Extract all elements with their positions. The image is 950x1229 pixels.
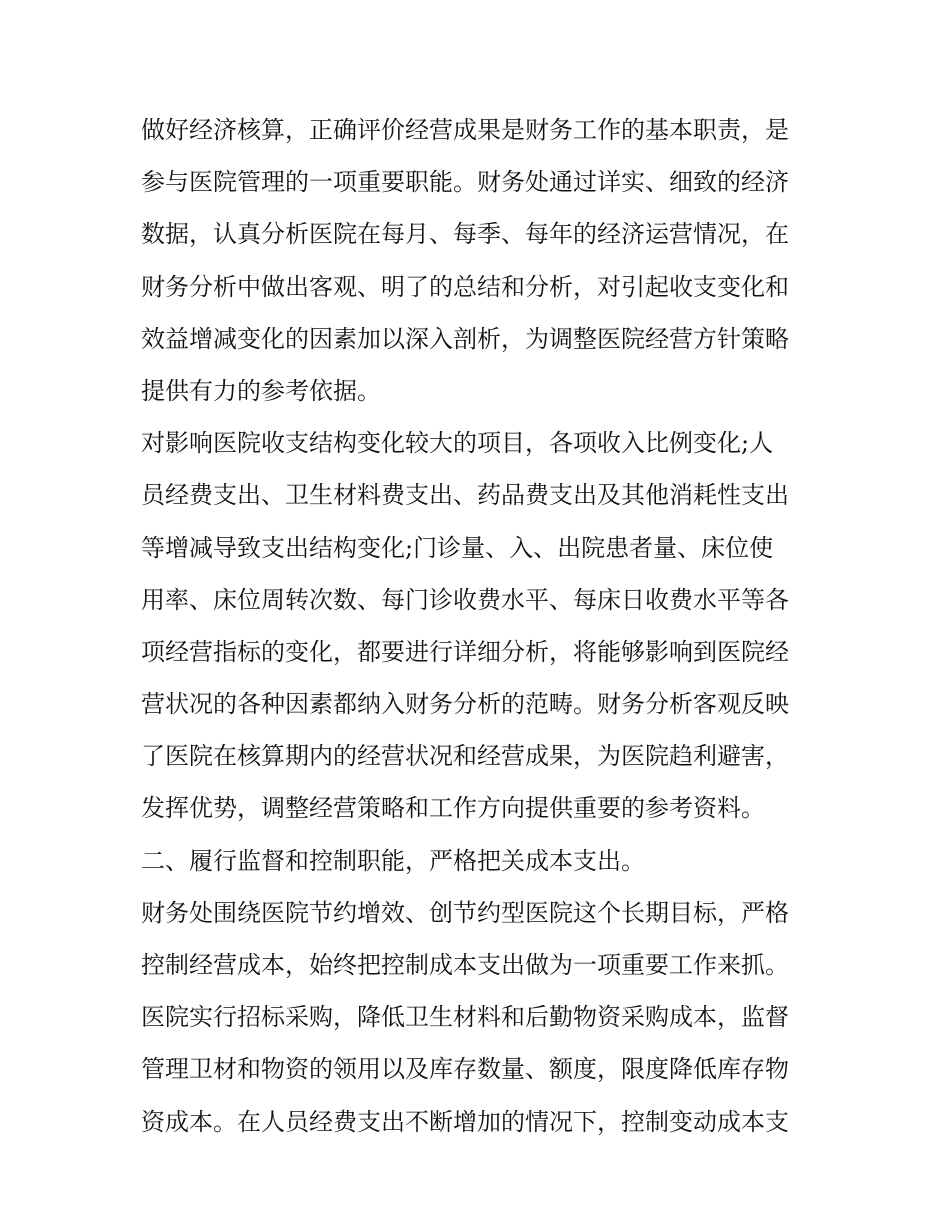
text-line: 了医院在核算期内的经营状况和经营成果，为医院趋利避害，	[141, 742, 789, 771]
text-line: 财务处围绕医院节约增效、创节约型医院这个长期目标，严格	[141, 898, 789, 927]
text-line: 医院实行招标采购，降低卫生材料和后勤物资采购成本，监督	[141, 1003, 789, 1032]
body-text	[141, 104, 813, 1148]
text-line: 员经费支出、卫生材料费支出、药品费支出及其他消耗性支出	[141, 481, 789, 510]
text-line: 发挥优势，调整经营策略和工作方向提供重要的参考资料。	[141, 794, 765, 823]
text-line: 参与医院管理的一项重要职能。财务处通过详实、细致的经济	[141, 168, 789, 197]
text-line: 提供有力的参考依据。	[141, 376, 381, 405]
text-line: 营状况的各种因素都纳入财务分析的范畴。财务分析客观反映	[141, 690, 789, 719]
text-line: 对影响医院收支结构变化较大的项目，各项收入比例变化;人	[141, 429, 774, 458]
text-line: 项经营指标的变化，都要进行详细分析，将能够影响到医院经	[141, 637, 789, 666]
section-heading: 二、履行监督和控制职能，严格把关成本支出。	[141, 846, 645, 875]
text-line: 管理卫材和物资的领用以及库存数量、额度，限度降低库存物	[141, 1055, 789, 1084]
text-line: 做好经济核算，正确评价经营成果是财务工作的基本职责，是	[141, 116, 789, 144]
text-line: 用率、床位周转次数、每门诊收费水平、每床日收费水平等各	[141, 585, 789, 614]
text-line: 等增减导致支出结构变化;门诊量、入、出院患者量、床位使	[141, 533, 774, 562]
text-line: 控制经营成本，始终把控制成本支出做为一项重要工作来抓。	[141, 951, 789, 979]
text-line: 财务分析中做出客观、明了的总结和分析，对引起收支变化和	[141, 272, 789, 301]
text-line: 效益增减变化的因素加以深入剖析，为调整医院经营方针策略	[141, 324, 789, 353]
text-line: 数据，认真分析医院在每月、每季、每年的经济运营情况，在	[141, 220, 789, 249]
text-line: 资成本。在人员经费支出不断增加的情况下，控制变动成本支	[141, 1107, 789, 1136]
